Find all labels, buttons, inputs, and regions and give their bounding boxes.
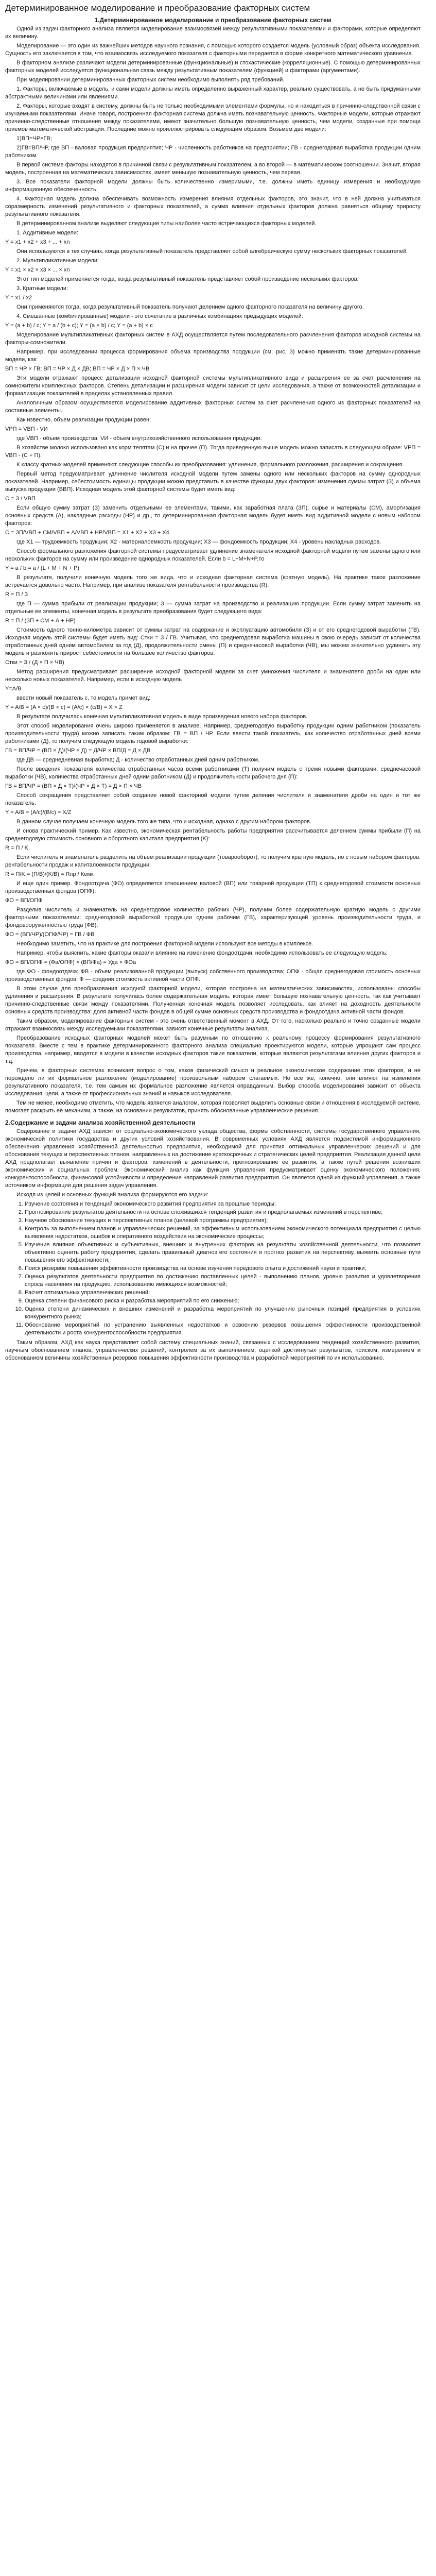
paragraph: Разделив числитель и знаменатель на среднегодовое количество рабочих (ЧР), получим более содержательную кратную модель с другими факторными показателями: среднегодовой выработкой продукции одним рабочим (ГВ), характеризующей уровень производительности труда, и фондовооруженностью труда (ФВ): [5, 907, 421, 928]
paragraph: Если числитель и знаменатель разделить на объем реализации продукции (товарооборот), то получим кратную модель, но с новым набором факторов: рентабельности продаж и капиталоемкости продукции: [5, 854, 421, 868]
paragraph: Содержание и задачи АХД зависят от социально-экономического уклада общества, формы собственности, системы государственного управления, экономической политики государства и других условий хозяйствования. В современных условиях АХД является подсистемой информационного обеспечения управления хозяйственной деятельностью предприятия, необходимой для принятия оптимальных управленческих решений и для обоснования текущих и перспективных планов, направленных на достижение краткосрочных и стратегических целей предприятия. Реализация данной цели АХД предполагает выявление причин и факторов, изменений в деятельности, прогнозирование ее развития, а также путей решения возникших экономических и социальных проблем. Экономический анализ как функция управления предусматривает оценку экономического положения, конкурентоспособности, финансовой устойчивости и определение направлений развития предприятия. Он является одной из функций управления, а также источником информации для решения задач управления. [5, 1128, 421, 1189]
paragraph: В этом случае для преобразования исходной факторной модели, которая построена на математических зависимостях, использованы способы удлинения и расширения. В результате получилась более содержательная модель, которая имеет большую познавательную ценность, так как учитывает причинно-следственные связи между показателями. Полученная конечная модель позволяет исследовать, как влияет на доходность деятельности основных средств производства: доля активной части фондов в общей сумме основных средств производства и фондоотдача активной части фондов. [5, 986, 421, 1015]
paragraph: Причем, в факторных системах возникает вопрос о том, каков физический смысл и реальное экономическое содержание этих факторов, и не порождено ли их формальное разложение (моделирование) произвольным набором слагаемых. Но все же, конечно, они влияют на изменения результативного показателя, т.е. тем самым их формальное разложение является оправданным. Выбор способа моделирования зависит от объекта исследования, цели, а также от профессиональных знаний и навыков исследователя. [5, 1067, 421, 1097]
paragraph: Как известно, объем реализации продукции равен: [16, 417, 151, 423]
paragraph: Этот тип моделей применяется тогда, когда результативный показатель представляет собой произведение нескольких факторов. [16, 276, 359, 282]
paragraph: В первой системе факторы находятся в причинной связи с результативным показателем, а во второй — в математическом соотношении. Значит, вторая модель, построенная на математических зависимостях, имеет меньшую познавательную ценность, чем первая. [5, 162, 421, 176]
paragraph: К классу кратных моделей применяют следующие способы их преобразования: удлинения, формального разложения, расширения и сокращения. [16, 462, 404, 468]
paragraph: Одной из задач факторного анализа является моделирование взаимосвязей между результативными показателями и факторами, которые определяют их величину. [5, 26, 421, 40]
formula: Y = x1 × x2 × x3 × ... × xn [5, 267, 70, 273]
paragraph: 4. Факторная модель должна обеспечивать возможность измерения влияния отдельных факторов, это значит, что в ней должна учитываться соразмерность изменений результативного и факторных показателей, а сумма влияния отдельных факторов должна равняться общему приросту результативного показателя. [5, 196, 421, 217]
paragraph: Они используются в тех случаях, когда результативный показатель представляет собой алгебраическую сумму нескольких факторных показателей. [16, 248, 408, 255]
formula: ВП = ЧР × ГВ; ВП = ЧР × Д × ДВ; ВП = ЧР × Д × П × ЧВ [5, 366, 150, 372]
paragraph: Необходимо заметить, что на практике для построения факторной модели используют все методы в комплексе. [16, 941, 313, 947]
paragraph: 3. Кратные модели: [16, 285, 68, 292]
task-list [5, 1200, 421, 1337]
paragraph: В хозяйстве молоко использовано как корм телятам (С) и на прочее (П). Тогда приведенную выше модель можно записать в следующем образе: VРП = VВП - (С + П). [5, 445, 421, 459]
paragraph: где X1 — трудоемкость продукции; X2 - материалоемкость продукции; X3 — фондоемкость продукции; X4 - уровень накладных расходов. [16, 539, 381, 545]
paragraph: где ФО - фондоотдача; ФВ - объем реализованной продукции (выпуск) собственного производства; ОПФ - общая среднегодовая стоимость основных производственных фондов; Ф — средняя стоимость активной части ОПФ. [5, 969, 421, 982]
section-heading: 1.Детерминированное моделирование и преобразование факторных систем [94, 16, 332, 24]
paragraph: Если общую сумму затрат (З) заменить отдельными ее элементами, такими, как заработная плата (ЗП), сырье и материалы (СМ), амортизация основных средств (А), накладные расходы (HP) и др., то детерминированная факторная модель будет иметь вид аддитивной модели с новым набором факторов: [5, 505, 421, 527]
list-item: 10. Оценка степени динамических и внешних изменений и разработка мероприятий по улучшению рыночных позиций предприятия в условиях конкурентного рынка; [25, 1306, 421, 1321]
formula: R = П / З [5, 591, 28, 598]
paragraph: При моделировании детерминированных факторных систем необходимо выполнять ряд требований. [16, 77, 285, 83]
paragraph: Таким образом, АХД как наука представляет собой систему специальных знаний, связанных с исследованием тенденций хозяйственного развития, научным обоснованием планов, управленческих решений, контролем за их выполнением, оценкой достигнутых результатов, поиском, измерением и обоснованием величины хозяйственных резервов повышения эффективности производства и разработкой мероприятий по их использованию. [5, 1340, 421, 1361]
paragraph: Способ формального разложения факторной системы предусматривает удлинение знаменателя исходной факторной модели путем замены одного или нескольких факторов на сумму или произведение однородных показателей. Если b = L+M+N+P,то [5, 548, 421, 562]
list-item: 5. Изучение влияния объективных и субъективных, внешних и внутренних факторов на результаты хозяйственной деятельности, что позволяет объективно оценить работу предприятия, сделать правильный диагноз его состояния и прогноз развития на перспективу, выявить основные пути повышения его эффективности; [25, 1241, 421, 1264]
paragraph: Способ сокращения представляет собой создание новой факторной модели путем деления числителя и знаменателя дроби на один и тот же показатель: [5, 792, 421, 806]
formula: Y = (a + b) / c; Y = a / (b + c); Y = (a × b) / c; Y = (a + b) × c [5, 323, 153, 329]
paragraph: ввести новый показатель с, то модель примет вид: [16, 695, 151, 701]
list-item: 3. Научное обоснование текущих и перспективных планов (целевой программы предприятия); [25, 1217, 421, 1225]
paragraph: И снова практический пример. Как известно, экономическая рентабельность работы предприятия рассчитывается делением суммы прибыли (П) на среднегодовую стоимость основного и оборотного капитала предприятия (K): [5, 828, 421, 842]
paragraph: Эти модели отражают процесс детализации исходной факторной системы мультипликативного вида и расширения ее за счет расчленения на сомножители комплексных факторов. Степень детализации и расширения модели зависит от цели исследования, а также от возможностей детализации и формализации показателей в пределах установленных правил. [5, 375, 421, 397]
paragraph: Моделирование — это один из важнейших методов научного познания, с помощью которого создается модель (условный образ) объекта исследования. Сущность его заключается в том, что взаимосвязь исследуемого показателя с факторными передается в форме конкретного математического уравнения. [5, 43, 421, 57]
formula: Y = a / b = a / (L + M + N + P) [5, 565, 79, 571]
paragraph: Например, чтобы выяснить, какие факторы оказали влияние на изменение фондоотдачи, необходимо использовать ее следующую модель: [16, 950, 388, 956]
formula: Стки = З / (Д × П × ЧВ) [5, 659, 64, 666]
paragraph: где ДВ — среднедневная выработка; Д - количество отработанных дней одним работником. [16, 757, 260, 763]
paragraph: Преобразование исходных факторных моделей может быть разумным по отношению к реальному процессу формирования результативного показателя. Вместе с тем в практике детерминированного факторного анализа специально проектируются модели, которые упрощают сам процесс производства, например, вводятся в модели в качестве исходных факторов такие показатели, которые являются результатами влияния других факторов и т.д. [5, 1035, 421, 1064]
list-item: 7. Оценка результатов деятельности предприятия по достижению поставленных целей - выполнению планов, уровню развития и удовлетворения спроса населения на продукцию, использованию имеющихся возможностей; [25, 1273, 421, 1289]
formula: С = ЗП/VВП + СМ/VВП + А/VВП + НР/VВП = X1 + X2 + X3 + X4 [5, 530, 169, 536]
list-item: 9. Оценка степени финансового риска и разработка мероприятий по его снижению; [25, 1297, 421, 1305]
paragraph: 2. Мультипликативные модели: [16, 258, 99, 264]
formula: ФО = ВП/ОПФ [5, 897, 43, 904]
paragraph: В детерминированном анализе выделяют следующие типы наиболее часто встречающихся факторных моделей. [16, 221, 317, 227]
formula: Y = x1 / x2 [5, 295, 32, 301]
paragraph: В данном случае получаем конечную модель того же типа, что и исходная, однако с другим набором факторов. [16, 819, 311, 825]
paragraph: Таким образом, моделирование факторных систем - это очень ответственный момент в АХД. От того, насколько реально и точно созданные модели отражают взаимосвязь между исследуемыми показателями, зависят конечные результаты анализа. [5, 1018, 421, 1032]
page-title: Детерминированное моделирование и преобразование факторных систем [5, 3, 310, 13]
paragraph: 2. Факторы, которые входят в систему, должны быть не только необходимыми элементами формулы, но и находиться в причинно-следственной связи с изучаемыми показателями. Иначе говоря, построенная факторная система должна иметь познавательную ценность. Факторные модели, которые отражают причинно-следственные отношения между показателями, имеют значительно большую познавательную ценность, чем модели, созданные при помощи приемов математической абстракции. Последние можно проиллюстрировать следующим образом. Возьмем две модели: [5, 103, 421, 132]
paragraph: Первый метод предусматривает удлинение числителя исходной модели путем замены одного или нескольких факторов на сумму однородных показателей. Например, себестоимость единицы продукции можно представить в качестве функции двух факторов: изменения суммы затрат (З) и объема выпуска продукции (ВВП). Исходная модель этой факторной системы будет иметь вид: [5, 471, 421, 493]
paragraph: Метод расширения предусматривает расширение исходной факторной модели за счет умножения числителя и знаменателя дроби на один или несколько новых показателей. Например, если в исходную модель [5, 669, 421, 683]
list-item: 2. Прогнозирование результатов деятельности на основе сложившихся тенденций развития и предполагаемых изменений в перспективе; [25, 1209, 421, 1216]
paragraph: Аналогичным образом осуществляется моделирование аддитивных факторных систем за счет расчленения одного из факторных показателей на составные элементы. [5, 400, 421, 414]
formula: ГВ = ВП/ЧР = (ВП × Д)/(ЧР × Д) = Д/ЧР × ВП/Д = Д × ДВ [5, 748, 151, 754]
paragraph: 1)ВП=ЧР×ГВ; [16, 135, 52, 142]
paragraph: 3. Все показатели факторной модели должны быть количественно измеримыми, т.е. должны иметь единицу измерения и необходимую информационную обеспеченность. [5, 179, 421, 193]
paragraph: Тем не менее, необходимо отметить, что модель является аналогом, которая позволяет выделить основные связи и отношения в исследуемой системе, помогает раскрыть её механизм, а также, на основании результатов, принять обоснованные управленческие решения. [5, 1100, 421, 1114]
list-item: 6. Поиск резервов повышения эффективности производства на основе изучения передового опыта и достижений науки и практики; [25, 1265, 421, 1273]
list-item: 1. Изучение состояния и тенденций экономического развития предприятия за прошлые периоды; [25, 1200, 421, 1208]
paragraph: В результате, получили конечную модель того же вида, что и исходная факторная система (кратную модель). На практике такое разложение встречается довольно часто. Например, при анализе показателя рентабельности производства (R): [5, 574, 421, 588]
paragraph: Этот способ моделирования очень широко применяется в анализе. Например, среднегодовую выработку продукции одним работником (показатель производительности труда) можно записать таким образом: ГВ = ВП / ЧР. Если ввести такой показатель, как количество отработанных дней всеми работниками (Д), то получим следующую модель годовой выработки: [5, 723, 421, 744]
list-item: 11. Обоснование мероприятий по устранению выявленных недостатков и освоению резервов повышения эффективности производственной деятельности и роста конкурентоспособности предприятия. [25, 1321, 421, 1337]
formula: Y = A/B = (A × c)/(B × c) = (A/c) × (c/B) = X × Z [5, 704, 123, 710]
paragraph: И еще один пример. Фондоотдача (ФО) определяется отношением валовой (ВП) или товарной продукции (ТП) к среднегодовой стоимости основных производственных фондов (ОПФ): [5, 880, 421, 894]
paragraph: Например, при исследовании процесса формирования объема производства продукции (см. рис. 3) можно применять такие детерминированные модели, как: [5, 349, 421, 363]
formula: С = З / VВП [5, 496, 36, 502]
paragraph: Они применяются тогда, когда результативный показатель получают делением одного факторного показателя на величину другого. [16, 304, 364, 310]
list-item: 4. Контроль за выполнением планов и управленческих решений, за эффективным использованием экономического потенциала предприятия с целью выявления недостатков, ошибок и оперативного воздействия на экономические процессы; [25, 1225, 421, 1241]
list-item: 8. Расчет оптимальных управленческих решений; [25, 1289, 421, 1297]
paragraph: 2)ГВ=ВП/ЧР, где ВП - валовая продукция предприятия; ЧР - численность работников на предприятии; ГВ - среднегодовая выработка продукции одним работником. [5, 145, 421, 159]
paragraph: где П — сумма прибыли от реализации продукции; З — сумма затрат на производство и реализацию продукции. Если сумму затрат заменить на отдельные ее элементы, конечная модель в результате преобразования будет следующего вида: [5, 601, 421, 615]
formula: ФО = ВП/ОПФ = (Фа/ОПФ) × (ВП/Фа) = Уда × ФОа [5, 959, 136, 965]
paragraph: 1. Аддитивные модели: [16, 230, 78, 236]
paragraph: 4. Смешанные (комбинированные) модели - это сочетание в различных комбинациях предыдущих моделей: [16, 313, 303, 319]
formula: VРП = VВП - VИ [5, 426, 48, 432]
paragraph: Стоимость одного тонно-километра зависит от суммы затрат на содержание и эксплуатацию автомобиля (З) и от его среднегодовой выработки (ГВ). Исходная модель этой системы будет иметь вид: Стки = З / ГВ. Учитывая, что среднегодовая выработка машины в свою очередь зависит от количества отработанных дней одним автомобилем за год (Д), продолжительности смены (П) и среднечасовой выработки (ЧВ), мы можем значительно удлинить эту модель и разложить прирост себестоимости на большее количество факторов: [5, 627, 421, 656]
formula: Y = x1 + x2 + x3 + ... + xn [5, 239, 70, 245]
formula: R = П / (ЗП + СМ + А + НР) [5, 618, 76, 624]
paragraph: Моделирование мультипликативных факторных систем в АХД осуществляется путем последовательного расчленения факторов исходной системы на факторы-сомножители. [5, 332, 421, 346]
formula: ФО = (ВП/ЧР)/(ОПФ/ЧР) = ГВ / ФВ [5, 931, 95, 938]
paragraph: где VВП - объем производства; VИ - объем внутрихозяйственного использования продукции. [16, 435, 262, 442]
section-heading: 2.Содержание и задачи анализа хозяйственной деятельности [5, 1119, 196, 1126]
paragraph: 1. Факторы, включаемые в модель, и сами модели должны иметь определенно выраженный характер, реально существовать, а не быть придуманными абстрактными величинами или явлениями. [5, 86, 421, 100]
formula: ГВ = ВП/ЧР = (ВП × Д × Т)/(ЧР × Д × Т) = Д × П × ЧВ [5, 783, 142, 789]
paragraph: В факторном анализе различают модели детерминированные (функциональные) и стохастические (корреляционные). С помощью детерминированных факторных моделей исследуется функциональная связь между результативным показателем (функцией) и факторами (аргументами). [5, 60, 421, 74]
formula: Y=A/B [5, 686, 22, 692]
formula: R = П / K. [5, 845, 30, 851]
paragraph: В результате получилась конечная мультипликативная модель в виде произведения нового набора факторов. [16, 714, 308, 720]
formula: Y = A/B = (A/c)/(B/c) = X/Z [5, 809, 72, 816]
paragraph: После введения показателя количества отработанных часов всеми работниками (Т) получим модель с тремя новыми факторами: среднечасовой выработки (ЧВ), количества отработанных дней одним работником (Д) и продолжительности рабочего дня (П): [5, 766, 421, 780]
formula: R = П/K = (П/В)/(K/В) = Rпр / Кемк [5, 871, 94, 877]
paragraph: Исходя из целей и основных функций анализа формируются его задачи: [16, 1192, 208, 1198]
